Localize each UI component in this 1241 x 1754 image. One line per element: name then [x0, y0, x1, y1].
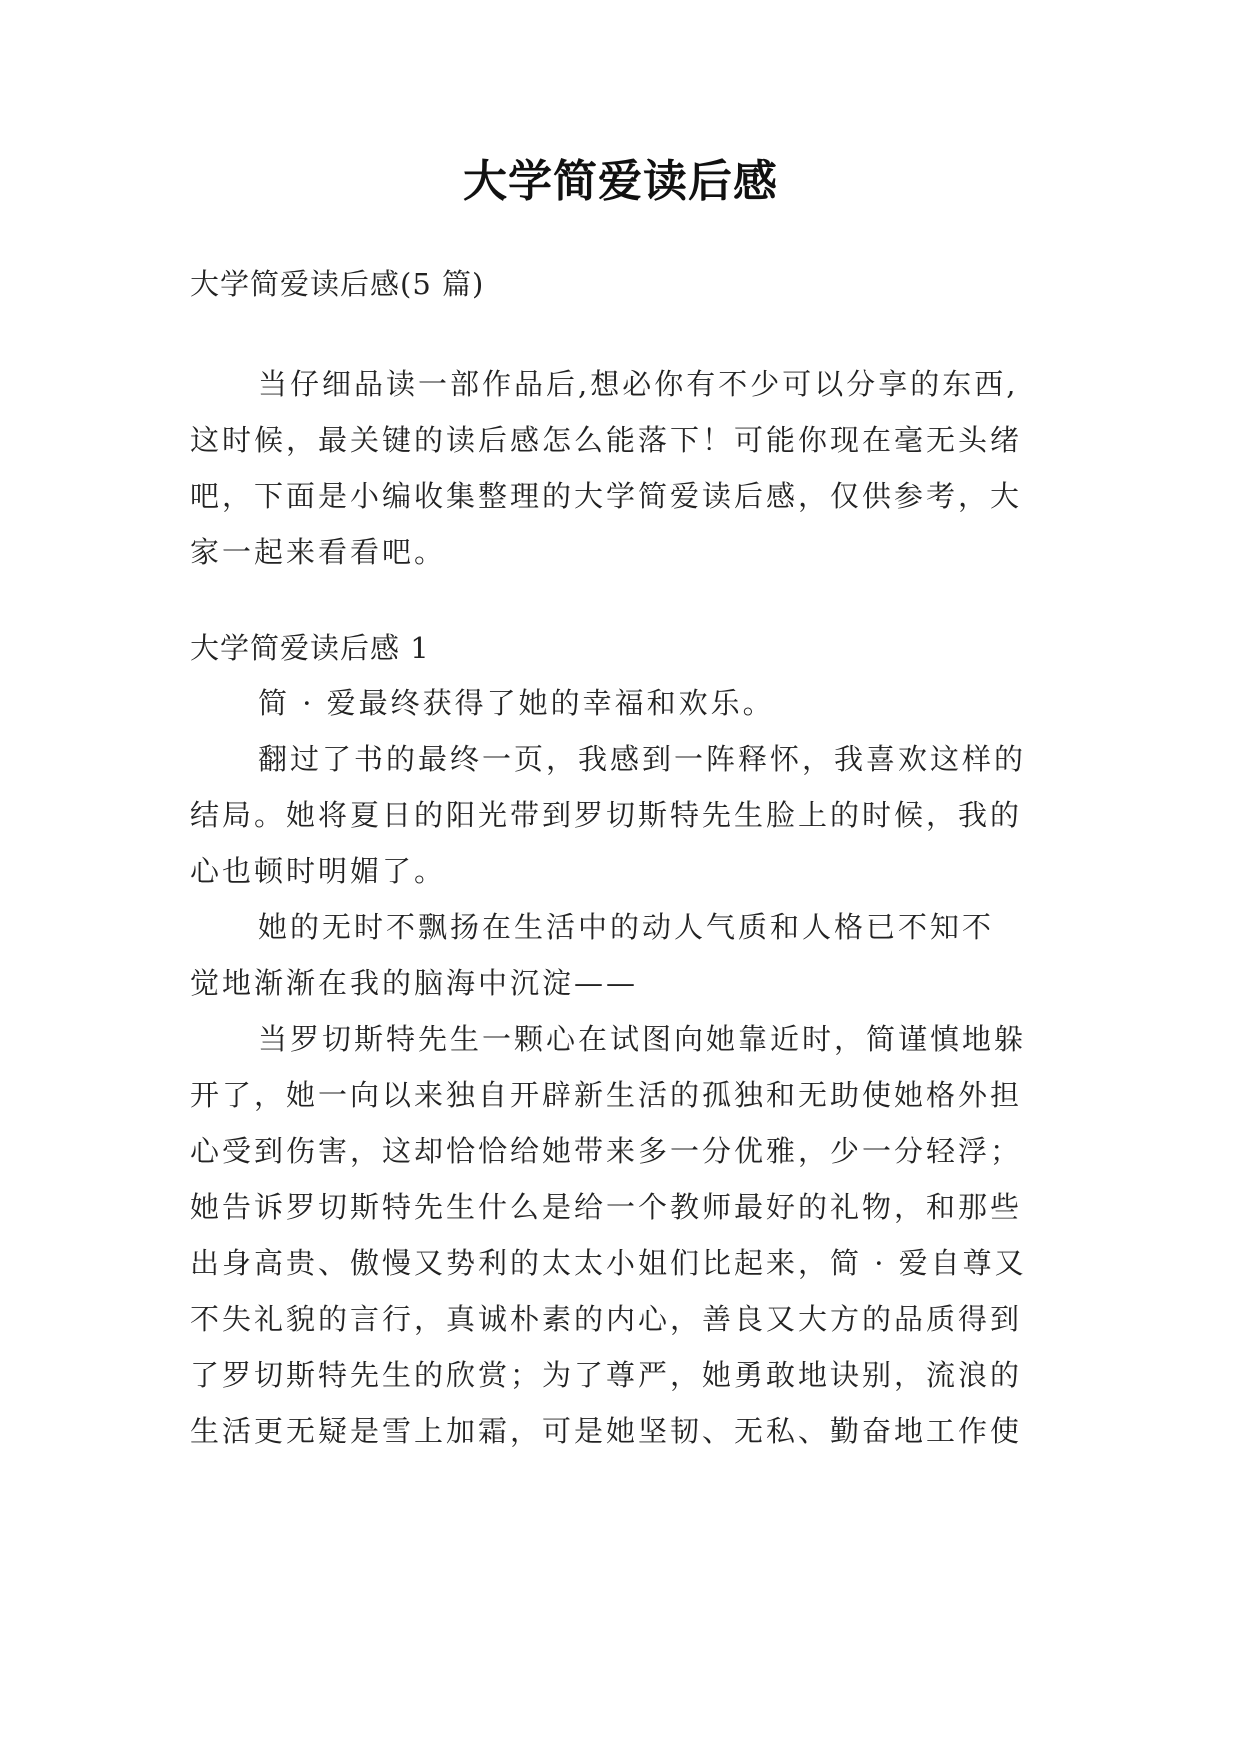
- section-heading: 大学简爱读后感 1: [190, 631, 430, 665]
- intro-line: 家一起来看看吧。: [190, 535, 447, 569]
- intro-line: 吧，下面是小编收集整理的大学简爱读后感，仅供参考，大: [190, 479, 1023, 513]
- body-line: 了罗切斯特先生的欣赏；为了尊严，她勇敢地诀别，流浪的: [190, 1358, 1023, 1392]
- document-title: 大学简爱读后感: [463, 156, 778, 207]
- body-line: 出身高贵、傲慢又势利的太太小姐们比起来，简 · 爱自尊又: [190, 1246, 1027, 1280]
- body-line: 心受到伤害，这却恰恰给她带来多一分优雅，少一分轻浮；: [190, 1134, 1023, 1168]
- body-line: 简 · 爱最终获得了她的幸福和欢乐。: [258, 686, 775, 720]
- body-line: 结局。她将夏日的阳光带到罗切斯特先生脸上的时候，我的: [190, 798, 1023, 832]
- document-subtitle: 大学简爱读后感(5 篇): [190, 267, 485, 301]
- body-line: 开了，她一向以来独自开辟新生活的孤独和无助使她格外担: [190, 1078, 1023, 1112]
- body-line: 她的无时不飘扬在生活中的动人气质和人格已不知不: [258, 910, 995, 944]
- body-line: 觉地渐渐在我的脑海中沉淀——: [190, 966, 639, 1000]
- intro-line: 这时候，最关键的读后感怎么能落下！可能你现在毫无头绪: [190, 423, 1023, 457]
- body-line: 翻过了书的最终一页，我感到一阵释怀，我喜欢这样的: [258, 742, 1027, 776]
- body-line: 心也顿时明媚了。: [190, 854, 447, 888]
- body-line: 生活更无疑是雪上加霜，可是她坚韧、无私、勤奋地工作使: [190, 1414, 1023, 1448]
- body-line: 不失礼貌的言行，真诚朴素的内心，善良又大方的品质得到: [190, 1302, 1023, 1336]
- intro-line: 当仔细品读一部作品后,想必你有不少可以分享的东西,: [258, 367, 1019, 401]
- body-line: 当罗切斯特先生一颗心在试图向她靠近时，简谨慎地躲: [258, 1022, 1027, 1056]
- body-line: 她告诉罗切斯特先生什么是给一个教师最好的礼物，和那些: [190, 1190, 1023, 1224]
